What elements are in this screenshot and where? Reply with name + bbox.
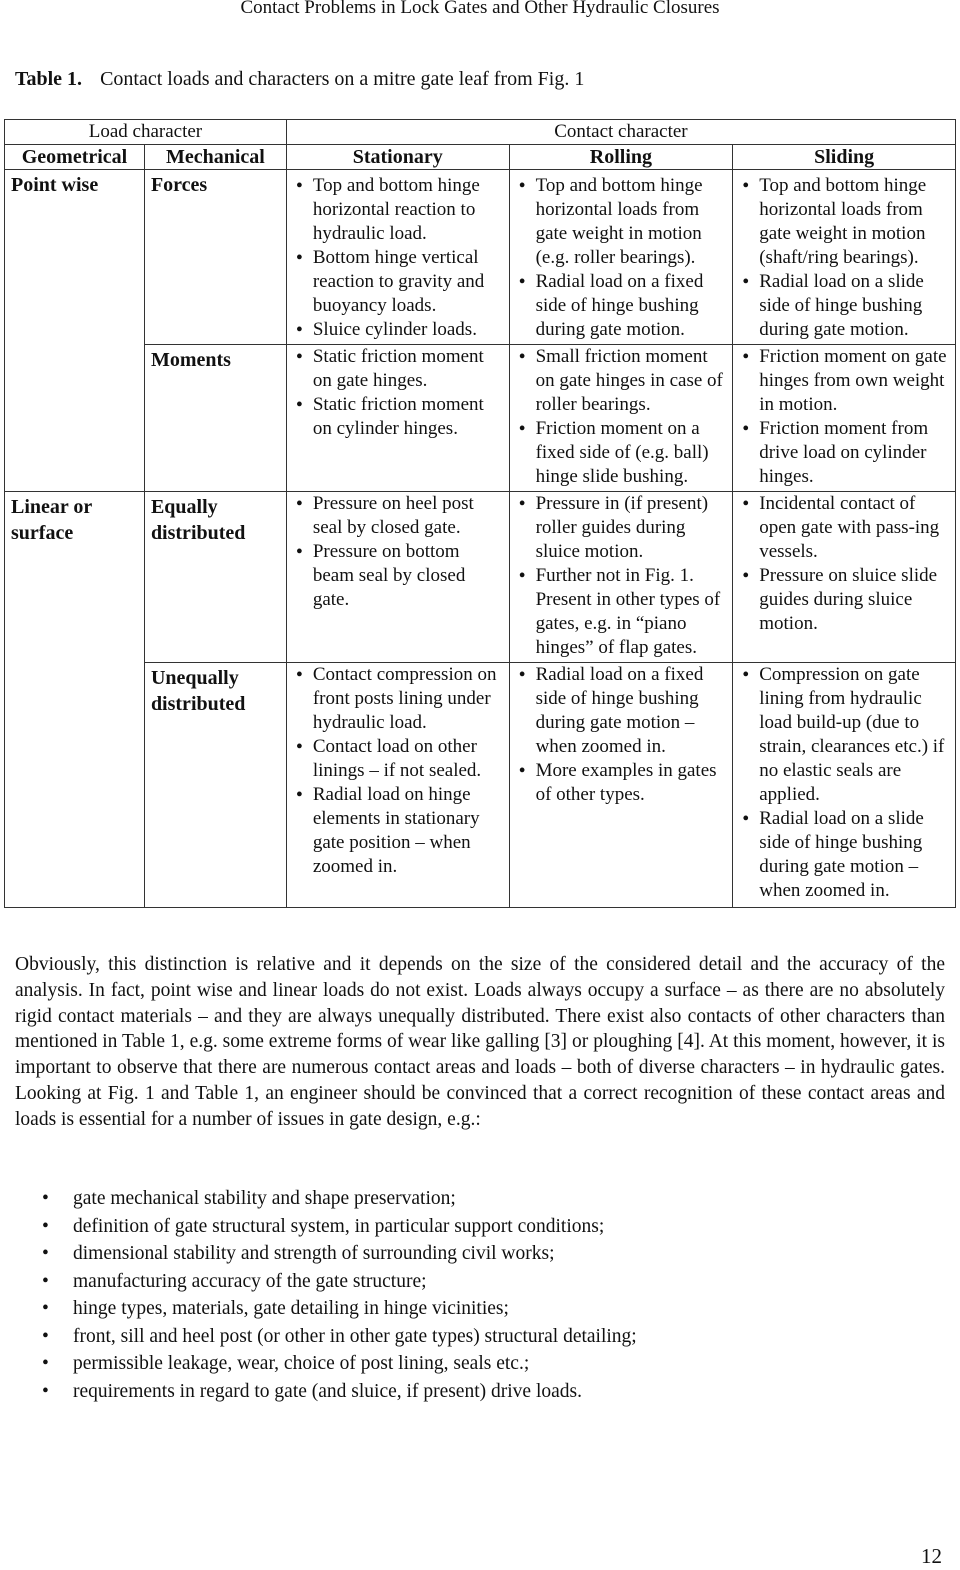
table-caption-label: Table 1. <box>15 68 83 90</box>
sliding-list <box>739 492 949 636</box>
list-item: • Static friction moment on gate hinges. <box>313 345 503 393</box>
list-item: • Small friction moment on gate hinges in case of roller bearings. <box>536 345 727 417</box>
cell-stationary <box>286 345 509 492</box>
cell-sliding <box>733 170 956 345</box>
cell-stationary <box>286 663 509 908</box>
cell-mechanical: Moments <box>144 345 286 492</box>
table-row <box>5 170 956 345</box>
cell-stationary <box>286 492 509 663</box>
header-contact-character: Contact character <box>286 120 955 145</box>
list-item: • Incidental contact of open gate with pass-ing vessels. <box>759 492 949 564</box>
cell-rolling <box>509 345 733 492</box>
list-item: • Radial load on hinge elements in stationary gate position – when zoomed in. <box>313 783 503 879</box>
list-item: • Top and bottom hinge horizontal loads from gate weight in motion (e.g. roller bearings). <box>536 174 727 270</box>
running-head: Contact Problems in Lock Gates and Other Hydraulic Closures <box>240 0 720 18</box>
list-item: • Pressure on bottom beam seal by closed gate. <box>313 540 503 612</box>
list-item: • Radial load on a slide side of hinge bushing during gate motion. <box>759 270 949 342</box>
list-item: • manufacturing accuracy of the gate structure; <box>15 1268 637 1296</box>
table-caption <box>15 68 584 91</box>
sliding-list <box>739 174 949 342</box>
contact-loads-table <box>4 119 956 908</box>
cell-sliding <box>733 345 956 492</box>
list-item: • Top and bottom hinge horizontal reaction to hydraulic load. <box>313 174 503 246</box>
stationary-list <box>293 345 503 441</box>
cell-rolling <box>509 170 733 345</box>
body-paragraph: Obviously, this distinction is relative and it depends on the size of the considered detail and the accuracy of the analysis. In fact, point wise and linear loads do not exist. Loads always occupy a surface – as there are no absolutely rigid contact materials – and they are always unequally distributed. There exist also contacts of other characters than mentioned in Table 1, e.g. some extreme forms of wear like galling [3] or ploughing [4]. At this moment, however, it is important to observe that there are numerous contact areas and loads – both of diverse characters – in hydraulic gates. Looking at Fig. 1 and Table 1, an engineer should be convinced that a correct recognition of these contact areas and loads is essential for a number of issues in gate design, e.g.: <box>15 954 945 1130</box>
list-item: • Friction moment on a fixed side of (e.g. ball) hinge slide bushing. <box>536 417 727 489</box>
rolling-list <box>516 174 727 342</box>
table-header-row-2 <box>5 145 956 170</box>
cell-sliding <box>733 492 956 663</box>
list-item: • Static friction moment on cylinder hinges. <box>313 393 503 441</box>
list-item: • permissible leakage, wear, choice of post lining, seals etc.; <box>15 1350 637 1378</box>
page-number: 12 <box>921 1544 942 1568</box>
list-item: • More examples in gates of other types. <box>536 759 727 807</box>
rolling-list <box>516 492 727 660</box>
list-item: • Radial load on a slide side of hinge bushing during gate motion – when zoomed in. <box>759 807 949 903</box>
list-item: • Contact compression on front posts lining under hydraulic load. <box>313 663 503 735</box>
list-item: • Radial load on a fixed side of hinge bushing during gate motion. <box>536 270 727 342</box>
list-item: • requirements in regard to gate (and sluice, if present) drive loads. <box>15 1378 637 1406</box>
cell-sliding <box>733 663 956 908</box>
header-rolling: Rolling <box>509 145 733 170</box>
stationary-list <box>293 174 503 342</box>
list-item: • Top and bottom hinge horizontal loads from gate weight in motion (shaft/ring bearings). <box>759 174 949 270</box>
stationary-list <box>293 663 503 879</box>
header-geometrical: Geometrical <box>5 145 145 170</box>
cell-mechanical: Unequally distributed <box>144 663 286 908</box>
design-issues-list <box>15 1185 637 1405</box>
table-row <box>5 663 956 908</box>
cell-geometrical: Point wise <box>5 170 145 492</box>
cell-rolling <box>509 492 733 663</box>
table-body <box>5 170 956 908</box>
header-stationary: Stationary <box>286 145 509 170</box>
table-header-row-1 <box>5 120 956 145</box>
list-item: • Sluice cylinder loads. <box>313 318 503 342</box>
table-row <box>5 345 956 492</box>
cell-stationary <box>286 170 509 345</box>
list-item: • hinge types, materials, gate detailing in hinge vicinities; <box>15 1295 637 1323</box>
header-mechanical: Mechanical <box>144 145 286 170</box>
list-item: • Friction moment from drive load on cylinder hinges. <box>759 417 949 489</box>
header-load-character: Load character <box>5 120 287 145</box>
cell-geometrical: Linear or surface <box>5 492 145 908</box>
cell-mechanical: Equally distributed <box>144 492 286 663</box>
stationary-list <box>293 492 503 612</box>
cell-rolling <box>509 663 733 908</box>
list-item: • Radial load on a fixed side of hinge bushing during gate motion – when zoomed in. <box>536 663 727 759</box>
table-row <box>5 492 956 663</box>
cell-mechanical: Forces <box>144 170 286 345</box>
sliding-list <box>739 663 949 903</box>
list-item: • Pressure on sluice slide guides during sluice motion. <box>759 564 949 636</box>
list-item: • Contact load on other linings – if not sealed. <box>313 735 503 783</box>
list-item: • Pressure on heel post seal by closed gate. <box>313 492 503 540</box>
list-item: • Friction moment on gate hinges from own weight in motion. <box>759 345 949 417</box>
list-item: • dimensional stability and strength of surrounding civil works; <box>15 1240 637 1268</box>
list-item: • Further not in Fig. 1. Present in other types of gates, e.g. in “piano hinges” of flap gates. <box>536 564 727 660</box>
rolling-list <box>516 663 727 807</box>
rolling-list <box>516 345 727 489</box>
list-item: • Bottom hinge vertical reaction to gravity and buoyancy loads. <box>313 246 503 318</box>
list-item: • Pressure in (if present) roller guides during sluice motion. <box>536 492 727 564</box>
list-item: • front, sill and heel post (or other in other gate types) structural detailing; <box>15 1323 637 1351</box>
list-item: • Compression on gate lining from hydraulic load build-up (due to strain, clearances etc.) if no elastic seals are applied. <box>759 663 949 807</box>
list-item: • gate mechanical stability and shape preservation; <box>15 1185 637 1213</box>
table-caption-text: Contact loads and characters on a mitre gate leaf from Fig. 1 <box>100 68 585 90</box>
sliding-list <box>739 345 949 489</box>
list-item: • definition of gate structural system, in particular support conditions; <box>15 1213 637 1241</box>
header-sliding: Sliding <box>733 145 956 170</box>
